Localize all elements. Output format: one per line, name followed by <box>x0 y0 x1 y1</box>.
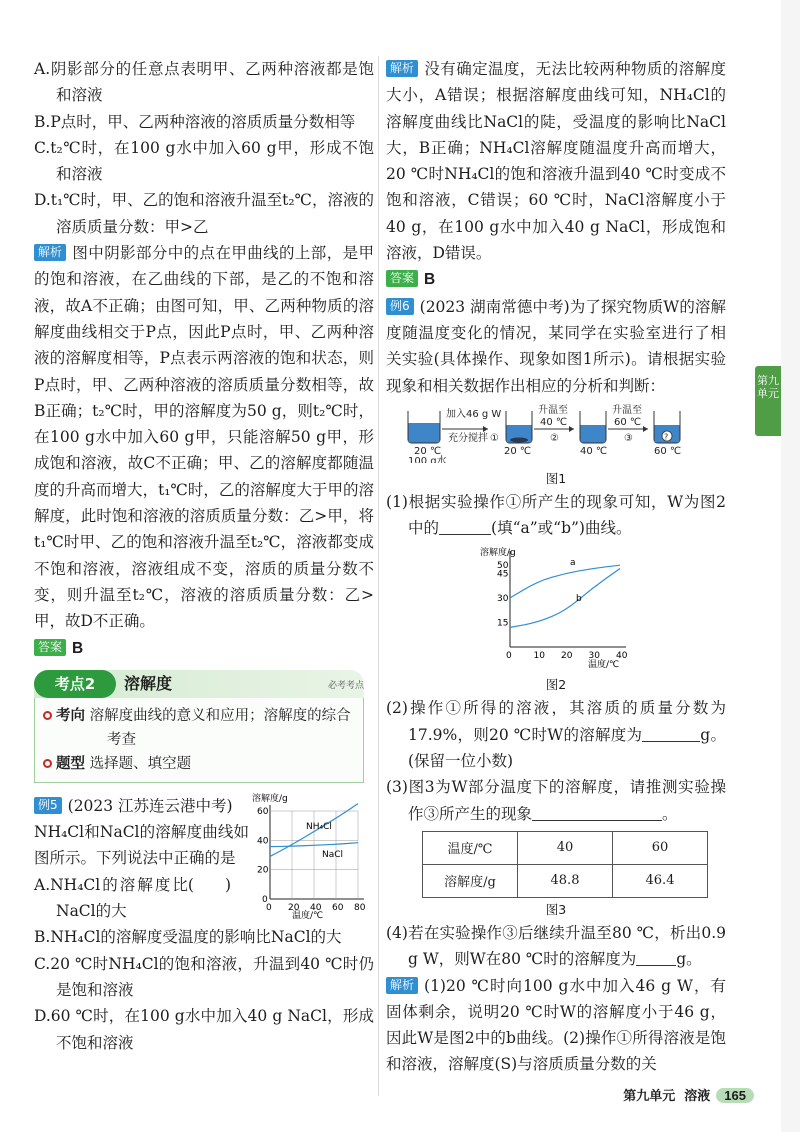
beaker-1 <box>408 411 440 443</box>
y-tick-label: 60 <box>257 806 269 817</box>
beaker-3 <box>580 411 606 443</box>
step2-temp: 40 ℃ <box>540 416 568 428</box>
x-tick-label: 0 <box>266 902 272 913</box>
beaker-4 <box>654 411 680 443</box>
example-5 <box>34 793 374 1056</box>
question-2 <box>386 695 726 774</box>
figure-1-caption: 图1 <box>545 470 567 486</box>
answer-value: B <box>72 639 84 657</box>
y-axis-label: 溶解度/g <box>480 548 516 559</box>
x-tick-label: 40 <box>616 651 628 662</box>
x-tick-label: 60 <box>332 902 344 913</box>
answer-line <box>386 266 726 293</box>
question-3-tail: 。 <box>662 804 678 823</box>
y-tick-label: 50 <box>497 561 509 572</box>
step1-top-text: 加入46 g W <box>446 408 502 420</box>
step1-number: ① <box>490 432 499 444</box>
footer-unit: 第九单元 <box>623 1089 676 1104</box>
example5-analysis <box>386 56 726 266</box>
figure-3-caption: 图3 <box>545 901 567 917</box>
example5-option-a: A.NH₄Cl的溶解度比NaCl的大 <box>34 875 188 921</box>
example5-question: NH₄Cl和NaCl的溶解度曲线如图所示。下列说法中正确的是 <box>34 823 249 868</box>
example6-tag: 例6 <box>386 298 414 315</box>
table-cell: 60 <box>613 831 708 864</box>
example5-source: (2023 江苏连云港中考) <box>67 796 233 815</box>
page-number: 165 <box>716 1088 754 1103</box>
analysis-tag: 解析 <box>386 977 418 994</box>
table-cell: 溶解度/g <box>423 864 518 897</box>
question-2-tail: g。(保留一位小数) <box>408 725 726 771</box>
table-cell: 温度/℃ <box>423 831 518 864</box>
direction-label: 考向 <box>56 707 85 724</box>
analysis-tag: 解析 <box>34 244 66 261</box>
label-100g-water: 100 g水 <box>408 455 447 463</box>
y-axis-label: 溶解度/g <box>252 793 288 804</box>
series-label: b <box>576 594 582 605</box>
answer-paren: ( ) <box>187 875 231 894</box>
step1-bottom-text: 充分搅拌 <box>448 432 488 444</box>
question-2-text: (2)操作①所得的溶液，其溶质的质量分数为17.9%，则20 ℃时W的溶解度为 <box>386 699 726 744</box>
y-tick-label: 40 <box>257 836 269 847</box>
analysis-text: 没有确定温度，无法比较两种物质的溶解度大小，A错误；根据溶解度曲线可知，NH₄Cl的溶解度曲线比NaCl的陡，受温度的影响比NaCl大，B正确；NH₄Cl溶解度随温度升高而增大，20 ℃时NH₄Cl的饱和溶液升温到40 ℃时变成不饱和溶液，C错误；60 ℃时，NaCl溶解度小于40 g，在100 g水中加入40 g NaCl，形成饱和溶液，D错误。 <box>386 60 726 263</box>
answer-line <box>34 635 374 662</box>
example5-chart <box>250 791 370 919</box>
figure-2-chart <box>478 543 648 673</box>
answer-blank-2[interactable] <box>642 741 700 742</box>
question-mark: ? <box>664 432 669 442</box>
table-cell: 46.4 <box>613 864 708 897</box>
table-cell: 48.8 <box>518 864 613 897</box>
section-number: 考点2 <box>34 670 116 698</box>
answer-blank-4[interactable] <box>636 965 676 966</box>
x-tick-label: 80 <box>354 902 366 913</box>
example5-tag: 例5 <box>34 797 62 814</box>
table-cell: 40 <box>518 831 613 864</box>
step3-top-text: 升温至 <box>612 404 642 416</box>
figure-2-caption: 图2 <box>545 677 567 693</box>
answer-tag: 答案 <box>386 270 418 287</box>
series-label: NaCl <box>322 849 344 860</box>
figure-3-table <box>422 831 708 898</box>
unit-side-tab[interactable]: 第九单元 <box>755 366 781 436</box>
example6-question: (2023 湖南常德中考)为了探究物质W的溶解度随温度变化的情况，某同学在实验室进行了相关实验(具体操作、现象如图1所示)。请根据实验现象和相关数据作出相应的分析和判断： <box>386 297 726 395</box>
example5-stem <box>34 793 249 894</box>
analysis-tag: 解析 <box>386 60 418 77</box>
y-tick-label: 20 <box>257 865 269 876</box>
question-1-text: (1)根据实验操作①所产生的现象可知，W为图2中的 <box>386 492 726 538</box>
x-tick-label: 40 <box>310 902 322 913</box>
example5-option-d: D.60 ℃时，在100 g水中加入40 g NaCl，形成不饱和溶液 <box>34 1007 374 1052</box>
answer-value: B <box>424 271 436 289</box>
step3-number: ③ <box>624 432 633 444</box>
column-divider <box>378 56 379 1096</box>
example6-stem <box>386 294 726 399</box>
section-direction <box>43 704 357 752</box>
option-d: D.t₁℃时，甲、乙的饱和溶液升温至t₂℃，溶液的溶质质量分数：甲>乙 <box>34 191 374 236</box>
label-60c: 60 ℃ <box>654 445 682 457</box>
beaker-2 <box>506 411 532 443</box>
answer-tag: 答案 <box>34 639 66 656</box>
label-20c-a: 20 ℃ <box>414 445 442 457</box>
direction-text: 溶解度曲线的意义和应用；溶解度的综合考查 <box>89 707 351 748</box>
page-edge <box>781 0 800 1132</box>
x-tick-label: 20 <box>288 902 300 913</box>
x-axis-label: 温度/℃ <box>588 660 620 671</box>
question-4-tail: g。 <box>676 950 702 969</box>
bullet-icon <box>43 759 52 768</box>
section-title: 溶解度 <box>124 673 173 693</box>
option-c: C.t₂℃时，在100 g水中加入60 g甲，形成不饱和溶液 <box>34 138 374 184</box>
step2-number: ② <box>550 432 559 444</box>
question-3-text: (3)图3为W部分温度下的溶解度，请推测实验操作③所产生的现象 <box>386 778 726 823</box>
question-1 <box>386 489 726 542</box>
right-column <box>386 56 726 1078</box>
page-footer <box>623 1085 754 1104</box>
step2-top-text: 升温至 <box>538 404 568 416</box>
question-4 <box>386 920 726 973</box>
question-1-tail: (填“a”或“b”)曲线。 <box>491 519 632 538</box>
series-label: a <box>570 558 576 569</box>
label-20c-b: 20 ℃ <box>504 445 532 457</box>
label-40c: 40 ℃ <box>580 445 608 457</box>
section-type <box>43 752 357 776</box>
series-line-b <box>510 569 620 628</box>
example5-option-b: B.NH₄Cl的溶解度受温度的影响比NaCl的大 <box>34 928 342 947</box>
analysis-text: (1)20 ℃时向100 g水中加入46 g W，有固体剩余，说明20 ℃时W的溶解度小于46 g，因此W是图2中的b曲线。(2)操作①所得溶液是饱和溶液，溶解度(S)与溶质质量分数的关 <box>386 976 726 1074</box>
bullet-icon <box>43 711 52 720</box>
analysis-text: 图中阴影部分中的点在甲曲线的上部，是甲的饱和溶液，在乙曲线的下部，是乙的不饱和溶液，故A不正确；由图可知，甲、乙两种物质的溶解度曲线相交于P点，因此P点时，甲、乙两种溶液的溶解度相等，P点表示两溶液的饱和状态，则P点时，甲、乙两种溶液的溶质质量分数相等，故B正确；t₂℃时，甲的溶解度为50 g，则t₂℃时，在100 g水中加入60 g甲，只能溶解50 g甲，形成饱和溶液，故C不正确；甲、乙的溶解度都随温度的升高而增大，t₁℃时，乙的溶解度大于甲的溶解度，此时饱和溶液的溶质质量分数：乙>甲，将t₁℃时甲、乙的饱和溶液升温至t₂℃，溶液都变成不饱和溶液，溶液组成不变，溶质的质量分数不变，则升温至t₂℃，溶液的溶质质量分数：乙>甲，故D不正确。 <box>34 244 374 631</box>
example5-option-c: C.20 ℃时NH₄Cl的饱和溶液，升温到40 ℃时仍是饱和溶液 <box>34 954 374 999</box>
answer-blank-3[interactable] <box>532 820 662 821</box>
series-line-a <box>510 566 620 599</box>
x-axis-label: 温度/℃ <box>292 910 324 919</box>
question-4-text: (4)若在实验操作③后继续升温至80 ℃，析出0.9 g W，则W在80 ℃时的溶解度为 <box>386 923 726 969</box>
y-tick-label: 15 <box>497 618 509 629</box>
example6-analysis <box>386 973 726 1078</box>
series-label: NH₄Cl <box>306 821 332 832</box>
y-tick-label: 45 <box>497 569 509 580</box>
footer-topic: 溶液 <box>684 1089 711 1104</box>
y-tick-label: 30 <box>497 594 509 605</box>
section-note: 必考考点 <box>327 680 364 691</box>
option-b: B.P点时，甲、乙两种溶液的溶质质量分数相等 <box>34 112 356 131</box>
section-header <box>34 670 374 698</box>
analysis-paragraph <box>34 240 374 634</box>
type-label: 题型 <box>56 755 85 772</box>
table-row <box>423 831 708 864</box>
x-tick-label: 20 <box>561 651 573 662</box>
y-tick-label: 0 <box>262 894 268 905</box>
type-text: 选择题、填空题 <box>89 755 192 772</box>
x-tick-label: 10 <box>533 651 545 662</box>
question-3 <box>386 774 726 827</box>
step3-temp: 60 ℃ <box>614 416 642 428</box>
answer-blank-1[interactable] <box>439 534 491 535</box>
figure-1-diagram <box>400 403 700 463</box>
option-a: A.阴影部分的任意点表明甲、乙两种溶液都是饱和溶液 <box>34 60 374 105</box>
left-column <box>34 56 374 1056</box>
x-tick-label: 30 <box>588 651 600 662</box>
x-tick-label: 0 <box>506 651 512 662</box>
section-info-box <box>34 698 364 783</box>
table-row <box>423 864 708 897</box>
